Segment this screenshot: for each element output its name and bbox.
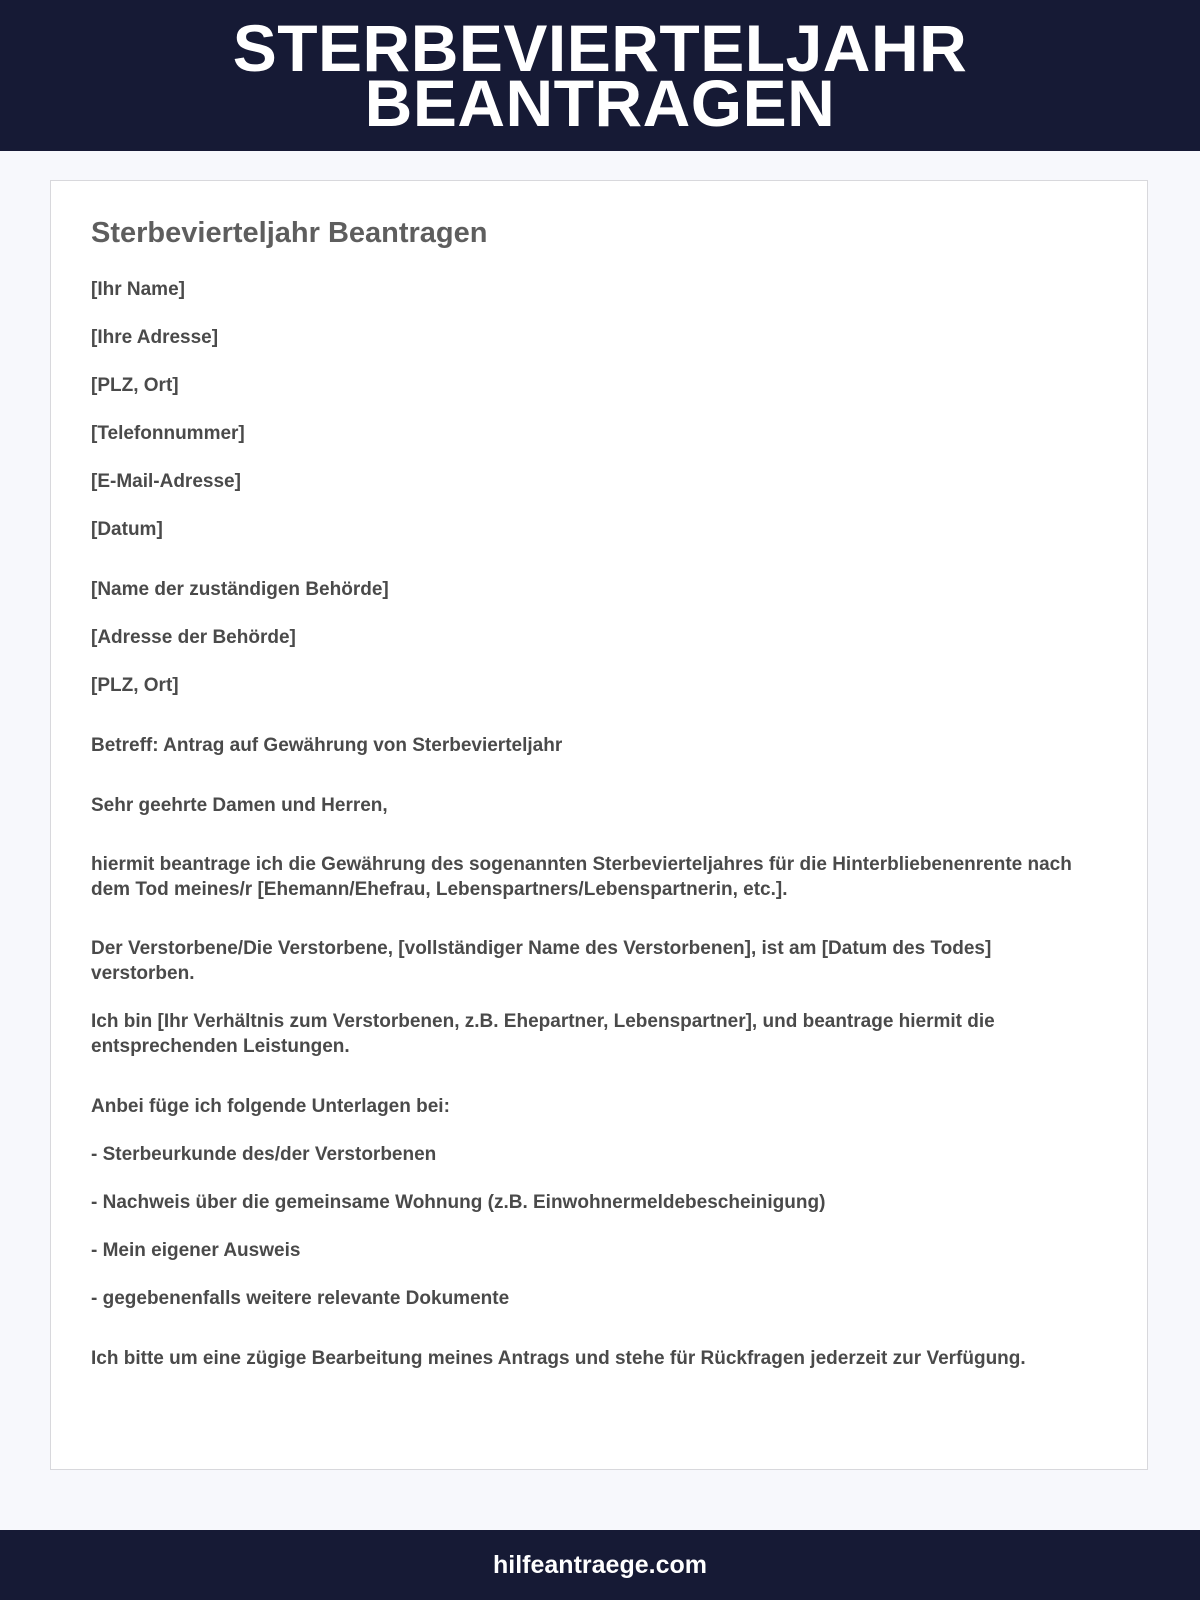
attachment-item: - Nachweis über die gemeinsame Wohnung (z.B. Einwohnermeldebescheinigung) bbox=[91, 1192, 826, 1213]
salutation: Sehr geehrte Damen und Herren, bbox=[91, 795, 388, 816]
sender-email: [E-Mail-Adresse] bbox=[91, 471, 241, 492]
sender-name: [Ihr Name] bbox=[91, 279, 185, 300]
attachment-item: - Mein eigener Ausweis bbox=[91, 1240, 301, 1261]
letter-date: [Datum] bbox=[91, 519, 163, 540]
paragraph-relationship: Ich bin [Ihr Verhältnis zum Verstorbenen, z.B. Ehepartner, Lebenspartner], und beantrage hiermit die entsprechenden Leistungen. bbox=[91, 1011, 995, 1057]
attachment-item: - gegebenenfalls weitere relevante Dokumente bbox=[91, 1288, 510, 1309]
recipient-address: [Adresse der Behörde] bbox=[91, 627, 296, 648]
banner-title-line-1: STERBEVIERTELJAHR bbox=[232, 10, 968, 85]
paragraph-attachments-intro: Anbei füge ich folgende Unterlagen bei: bbox=[91, 1096, 450, 1117]
recipient-zip-city: [PLZ, Ort] bbox=[91, 675, 179, 696]
footer-site-link[interactable]: hilfeantraege.com bbox=[493, 1550, 707, 1579]
subject-line: Betreff: Antrag auf Gewährung von Sterbevierteljahr bbox=[91, 735, 563, 756]
sender-address: [Ihre Adresse] bbox=[91, 327, 219, 348]
paragraph-deceased: Der Verstorbene/Die Verstorbene, [vollständiger Name des Verstorbenen], ist am [Datum des Todes] verstorben. bbox=[91, 938, 992, 984]
sender-zip-city: [PLZ, Ort] bbox=[91, 375, 179, 396]
footer-bar bbox=[0, 1530, 1200, 1600]
attachment-item: - Sterbeurkunde des/der Verstorbenen bbox=[91, 1144, 437, 1165]
paragraph-request: hiermit beantrage ich die Gewährung des sogenannten Sterbevierteljahres für die Hinterbliebenenrente nach dem Tod meines/r [Ehemann/Ehefrau, Lebenspartners/Lebenspartnerin, etc.]. bbox=[91, 854, 1072, 900]
sender-phone: [Telefonnummer] bbox=[91, 423, 245, 444]
closing-paragraph: Ich bitte um eine zügige Bearbeitung meines Antrags und stehe für Rückfragen jederzeit zur Verfügung. bbox=[91, 1348, 1026, 1369]
letter-card bbox=[50, 180, 1148, 1470]
document-title: Sterbevierteljahr Beantragen bbox=[91, 217, 488, 249]
banner-title-line-2: BEANTRAGEN bbox=[364, 65, 836, 140]
recipient-name: [Name der zuständigen Behörde] bbox=[91, 579, 389, 600]
title-banner bbox=[0, 0, 1200, 151]
